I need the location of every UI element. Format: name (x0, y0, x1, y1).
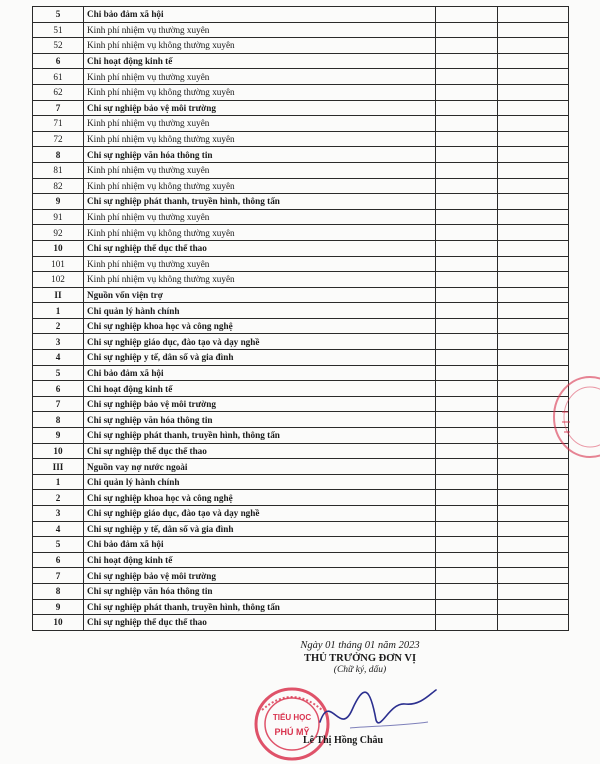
row-number: 1 (33, 303, 84, 319)
value-cell (436, 22, 498, 38)
value-cell (498, 583, 569, 599)
row-number: 3 (33, 334, 84, 350)
value-cell (436, 537, 498, 553)
table-row (33, 287, 569, 303)
table-row (33, 334, 569, 350)
value-cell (436, 318, 498, 334)
row-label: Chi sự nghiệp văn hóa thông tin (84, 412, 436, 428)
table-row (33, 583, 569, 599)
row-number: 81 (33, 162, 84, 178)
row-number: 5 (33, 537, 84, 553)
row-number: 1 (33, 474, 84, 490)
row-number: 92 (33, 225, 84, 241)
value-cell (498, 521, 569, 537)
table-row (33, 599, 569, 615)
value-cell (436, 412, 498, 428)
value-cell (436, 443, 498, 459)
table-row (33, 490, 569, 506)
row-number: 6 (33, 381, 84, 397)
value-cell (498, 303, 569, 319)
row-label: Chi quản lý hành chính (84, 303, 436, 319)
table-row (33, 178, 569, 194)
value-cell (498, 272, 569, 288)
table-row (33, 474, 569, 490)
row-label: Chi hoạt động kinh tế (84, 552, 436, 568)
table-row (33, 412, 569, 428)
row-label: Kinh phí nhiệm vụ không thường xuyên (84, 178, 436, 194)
row-label: Chi sự nghiệp y tế, dân số và gia đình (84, 350, 436, 366)
table-row (33, 521, 569, 537)
value-cell (498, 116, 569, 132)
budget-table (32, 6, 569, 631)
table-row (33, 459, 569, 475)
row-label: Kinh phí nhiệm vụ không thường xuyên (84, 84, 436, 100)
value-cell (436, 272, 498, 288)
row-number: III (33, 459, 84, 475)
row-number: 2 (33, 490, 84, 506)
table-row (33, 506, 569, 522)
row-label: Chi bảo đảm xã hội (84, 365, 436, 381)
table-row (33, 615, 569, 631)
value-cell (436, 53, 498, 69)
value-cell (498, 615, 569, 631)
row-number: II (33, 287, 84, 303)
row-number: 4 (33, 521, 84, 537)
value-cell (498, 537, 569, 553)
value-cell (436, 396, 498, 412)
value-cell (498, 474, 569, 490)
table-row (33, 209, 569, 225)
table-row (33, 147, 569, 163)
table-row (33, 568, 569, 584)
row-number: 91 (33, 209, 84, 225)
value-cell (498, 334, 569, 350)
row-label: Chi sự nghiệp khoa học và công nghệ (84, 490, 436, 506)
value-cell (436, 147, 498, 163)
row-label: Kinh phí nhiệm vụ thường xuyên (84, 69, 436, 85)
row-label: Chi sự nghiệp văn hóa thông tin (84, 147, 436, 163)
unit-head-title: THỦ TRƯỞNG ĐƠN VỊ (303, 653, 417, 664)
table-row (33, 318, 569, 334)
value-cell (436, 303, 498, 319)
table-row (33, 84, 569, 100)
table-row (33, 428, 569, 444)
value-cell (436, 178, 498, 194)
row-number: 7 (33, 396, 84, 412)
row-label: Kinh phí nhiệm vụ thường xuyên (84, 162, 436, 178)
table-row (33, 396, 569, 412)
value-cell (436, 568, 498, 584)
value-cell (436, 381, 498, 397)
value-cell (498, 22, 569, 38)
row-label: Chi quản lý hành chính (84, 474, 436, 490)
value-cell (498, 69, 569, 85)
page-edge-stamp (548, 372, 600, 462)
table-row (33, 552, 569, 568)
row-number: 10 (33, 615, 84, 631)
table-row (33, 194, 569, 210)
table-row (33, 381, 569, 397)
table-row (33, 131, 569, 147)
table-row (33, 53, 569, 69)
row-label: Chi sự nghiệp thể dục thể thao (84, 443, 436, 459)
row-number: 3 (33, 506, 84, 522)
value-cell (436, 552, 498, 568)
value-cell (436, 583, 498, 599)
table-row (33, 38, 569, 54)
row-number: 7 (33, 100, 84, 116)
table-row (33, 443, 569, 459)
row-number: 9 (33, 428, 84, 444)
row-label: Kinh phí nhiệm vụ không thường xuyên (84, 225, 436, 241)
signer-name: Lê Thị Hồng Châu (303, 735, 384, 746)
value-cell (498, 240, 569, 256)
value-cell (498, 7, 569, 23)
row-label: Chi sự nghiệp phát thanh, truyền hình, thông tấn (84, 194, 436, 210)
value-cell (436, 350, 498, 366)
row-label: Nguồn vay nợ nước ngoài (84, 459, 436, 475)
value-cell (498, 256, 569, 272)
value-cell (436, 287, 498, 303)
signature-note: (Chữ ký, dấu) (333, 665, 387, 675)
row-label: Chi sự nghiệp phát thanh, truyền hình, thông tấn (84, 428, 436, 444)
row-label: Chi hoạt động kinh tế (84, 53, 436, 69)
table-row (33, 7, 569, 23)
row-number: 8 (33, 147, 84, 163)
row-label: Chi sự nghiệp thể dục thể thao (84, 240, 436, 256)
table-row (33, 350, 569, 366)
row-number: 4 (33, 350, 84, 366)
value-cell (436, 225, 498, 241)
value-cell (498, 147, 569, 163)
row-number: 82 (33, 178, 84, 194)
row-number: 71 (33, 116, 84, 132)
table-body (33, 7, 569, 631)
value-cell (436, 474, 498, 490)
row-label: Chi hoạt động kinh tế (84, 381, 436, 397)
value-cell (436, 69, 498, 85)
row-number: 51 (33, 22, 84, 38)
row-label: Chi sự nghiệp văn hóa thông tin (84, 583, 436, 599)
table-row (33, 256, 569, 272)
row-label: Kinh phí nhiệm vụ không thường xuyên (84, 38, 436, 54)
value-cell (498, 162, 569, 178)
value-cell (498, 225, 569, 241)
row-label: Chi sự nghiệp phát thanh, truyền hình, thông tấn (84, 599, 436, 615)
value-cell (436, 131, 498, 147)
row-number: 6 (33, 552, 84, 568)
row-number: 9 (33, 194, 84, 210)
row-label: Chi sự nghiệp y tế, dân số và gia đình (84, 521, 436, 537)
row-label: Chi sự nghiệp bảo vệ môi trường (84, 396, 436, 412)
row-label: Kinh phí nhiệm vụ không thường xuyên (84, 272, 436, 288)
value-cell (436, 615, 498, 631)
value-cell (498, 178, 569, 194)
value-cell (436, 256, 498, 272)
row-number: 10 (33, 240, 84, 256)
table-row (33, 272, 569, 288)
value-cell (436, 506, 498, 522)
row-label: Chi bảo đảm xã hội (84, 7, 436, 23)
date-line: Ngày 01 tháng 01 năm 2023 (300, 640, 420, 651)
value-cell (498, 318, 569, 334)
value-cell (498, 490, 569, 506)
row-number: 61 (33, 69, 84, 85)
row-number: 5 (33, 7, 84, 23)
table-row (33, 225, 569, 241)
table-row (33, 69, 569, 85)
value-cell (498, 53, 569, 69)
row-label: Chi sự nghiệp khoa học và công nghệ (84, 318, 436, 334)
value-cell (498, 599, 569, 615)
value-cell (498, 350, 569, 366)
value-cell (436, 116, 498, 132)
value-cell (436, 84, 498, 100)
value-cell (498, 209, 569, 225)
value-cell (498, 287, 569, 303)
row-label: Chi sự nghiệp giáo dục, đào tạo và dạy nghề (84, 334, 436, 350)
table-row (33, 100, 569, 116)
value-cell (436, 521, 498, 537)
row-label: Kinh phí nhiệm vụ không thường xuyên (84, 131, 436, 147)
table-row (33, 365, 569, 381)
value-cell (436, 194, 498, 210)
row-number: 8 (33, 583, 84, 599)
row-label: Kinh phí nhiệm vụ thường xuyên (84, 22, 436, 38)
row-label: Chi sự nghiệp bảo vệ môi trường (84, 568, 436, 584)
value-cell (436, 162, 498, 178)
row-label: Nguồn vốn viện trợ (84, 287, 436, 303)
row-number: 8 (33, 412, 84, 428)
value-cell (436, 7, 498, 23)
row-number: 9 (33, 599, 84, 615)
value-cell (498, 131, 569, 147)
handwritten-signature (310, 682, 440, 742)
row-label: Chi sự nghiệp giáo dục, đào tạo và dạy nghề (84, 506, 436, 522)
value-cell (498, 84, 569, 100)
svg-text:PHÚ MỸ: PHÚ MỸ (274, 727, 310, 737)
row-number: 101 (33, 256, 84, 272)
row-label: Kinh phí nhiệm vụ thường xuyên (84, 256, 436, 272)
row-number: 6 (33, 53, 84, 69)
row-number: 2 (33, 318, 84, 334)
value-cell (436, 209, 498, 225)
value-cell (498, 506, 569, 522)
value-cell (436, 459, 498, 475)
row-label: Chi bảo đảm xã hội (84, 537, 436, 553)
row-label: Chi sự nghiệp bảo vệ môi trường (84, 100, 436, 116)
value-cell (436, 100, 498, 116)
table-row (33, 162, 569, 178)
value-cell (498, 552, 569, 568)
value-cell (498, 194, 569, 210)
row-number: 10 (33, 443, 84, 459)
row-label: Kinh phí nhiệm vụ thường xuyên (84, 209, 436, 225)
row-number: 72 (33, 131, 84, 147)
row-number: 102 (33, 272, 84, 288)
row-number: 62 (33, 84, 84, 100)
value-cell (436, 599, 498, 615)
value-cell (436, 365, 498, 381)
table-row (33, 116, 569, 132)
signature-block (250, 640, 470, 675)
value-cell (436, 334, 498, 350)
table-row (33, 240, 569, 256)
table-row (33, 303, 569, 319)
row-label: Chi sự nghiệp thể dục thể thao (84, 615, 436, 631)
value-cell (436, 428, 498, 444)
row-number: 7 (33, 568, 84, 584)
value-cell (436, 490, 498, 506)
row-label: Kinh phí nhiệm vụ thường xuyên (84, 116, 436, 132)
value-cell (498, 100, 569, 116)
table-row (33, 22, 569, 38)
value-cell (498, 568, 569, 584)
value-cell (436, 240, 498, 256)
row-number: 5 (33, 365, 84, 381)
row-number: 52 (33, 38, 84, 54)
value-cell (498, 38, 569, 54)
svg-text:TIỂU HỌC: TIỂU HỌC (272, 713, 312, 722)
value-cell (436, 38, 498, 54)
table-row (33, 537, 569, 553)
